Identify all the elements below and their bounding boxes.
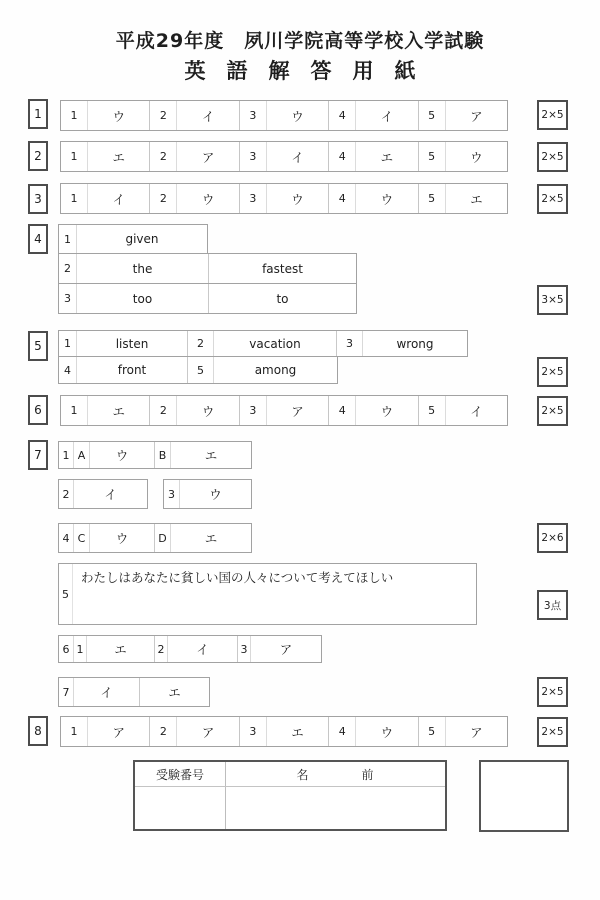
page-subtitle: 英 語 解 答 用 紙: [184, 59, 416, 83]
answer-value: fastest: [262, 261, 303, 276]
answer-number: 2: [150, 396, 177, 425]
question-2-answer-row: [60, 141, 508, 172]
answer-cell: [61, 142, 150, 171]
answer-cell: [61, 184, 150, 213]
question-3-score-box: 2×5: [537, 184, 568, 214]
answer-number: 1: [59, 442, 74, 468]
answer-value: ア: [470, 724, 483, 740]
answer-cell: [329, 142, 418, 171]
answer-number: 2: [59, 254, 77, 283]
question-6-score-box: 2×5: [537, 396, 568, 426]
question-1-score-box: 2×5: [537, 100, 568, 130]
question-5-score-box: 2×5: [537, 357, 568, 387]
answer-number: 5: [419, 142, 446, 171]
answer-number: 3: [240, 101, 267, 130]
answer-number: 5: [419, 717, 446, 746]
answer-number: 3: [59, 284, 77, 313]
answer-number: 2: [150, 101, 177, 130]
answer-value: ア: [201, 149, 215, 165]
answer-cell: [150, 717, 239, 746]
exam-number-label: 受験番号: [155, 767, 204, 782]
answer-number: 2: [150, 717, 177, 746]
answer-number: 4: [59, 524, 74, 552]
answer-number: 1: [61, 717, 88, 746]
question-7-row-3: [163, 479, 252, 509]
question-6-number-box: 6: [28, 395, 48, 425]
answer-cell: [419, 717, 507, 746]
answer-number: 1: [74, 636, 87, 662]
answer-value: ウ: [470, 149, 483, 165]
answer-cell: [240, 396, 329, 425]
total-score-box: [479, 760, 569, 832]
answer-value: ウ: [201, 403, 215, 419]
name-label-right: 前: [361, 767, 374, 782]
answer-value: エ: [112, 149, 125, 165]
answer-value: イ: [74, 678, 140, 706]
answer-cell: [240, 184, 329, 213]
answer-number: 2: [59, 480, 74, 508]
answer-number: 5: [419, 396, 446, 425]
answer-value: エ: [204, 531, 218, 546]
answer-cell: [419, 396, 507, 425]
answer-value: too: [77, 284, 209, 313]
answer-number: 2: [155, 636, 168, 662]
answer-number: 1: [59, 331, 77, 356]
answer-number: 1: [59, 225, 77, 253]
question-2-number-box: 2: [28, 141, 48, 171]
answer-cell: [329, 184, 418, 213]
answer-cell: [419, 142, 507, 171]
answer-cell: [150, 184, 239, 213]
answer-cell: [61, 717, 150, 746]
question-7-number-box: 7: [28, 440, 48, 470]
answer-value: イ: [201, 108, 215, 124]
answer-sentence: わたしはあなたに貧しい国の人々について考えてほしい: [81, 570, 394, 585]
answer-value: エ: [380, 149, 394, 165]
answer-number: 3: [240, 717, 267, 746]
answer-value: イ: [112, 191, 125, 207]
answer-letter: B: [155, 442, 171, 468]
answer-value: イ: [380, 108, 394, 124]
question-1-answer-row: [60, 100, 508, 131]
answer-number: 4: [329, 717, 356, 746]
answer-number: 5: [419, 184, 446, 213]
page-title: 平成29年度 夙川学院高等学校入学試験: [115, 30, 485, 52]
question-8-number-box: 8: [28, 716, 48, 746]
question-8-answer-row: [60, 716, 508, 747]
answer-value: ア: [470, 108, 483, 124]
answer-number: 3: [337, 331, 363, 356]
answer-value: front: [77, 357, 188, 383]
answer-number: 1: [61, 184, 88, 213]
answer-value: ア: [291, 403, 304, 419]
question-8-score-box: 2×5: [537, 717, 568, 747]
answer-number: 3: [164, 480, 180, 508]
answer-value: to: [276, 291, 289, 306]
answer-cell: [150, 396, 239, 425]
question-5-number-box: 5: [28, 331, 48, 361]
answer-cell: [240, 717, 329, 746]
answer-cell: [61, 396, 150, 425]
answer-value: ウ: [112, 108, 125, 124]
answer-value: ウ: [291, 108, 304, 124]
answer-cell: [240, 142, 329, 171]
answer-number: 2: [150, 142, 177, 171]
question-4-row-3: [58, 283, 357, 314]
name-label-left: 名: [296, 767, 309, 782]
question-7-row-4: [58, 523, 252, 553]
answer-number: 3: [240, 142, 267, 171]
answer-number: 2: [188, 331, 214, 356]
answer-value: イ: [104, 487, 117, 502]
question-4-score-box: 3×5: [537, 285, 568, 315]
answer-value: ウ: [291, 191, 304, 207]
answer-value: ウ: [380, 724, 394, 740]
question-7c-score-box: 2×5: [537, 677, 568, 707]
question-4-row-1: [58, 224, 208, 254]
answer-number: 4: [329, 184, 356, 213]
question-5-row-1: [58, 330, 468, 357]
question-4-number-box: 4: [28, 224, 48, 254]
question-1-number-box: 1: [28, 99, 48, 129]
answer-value: ア: [279, 642, 293, 657]
examinee-info-table: [133, 760, 447, 831]
answer-value: エ: [470, 191, 483, 207]
answer-letter: A: [74, 442, 90, 468]
answer-value: エ: [87, 636, 155, 662]
question-3-number-box: 3: [28, 184, 48, 214]
answer-number: 6: [59, 636, 74, 662]
answer-value: ア: [112, 724, 125, 740]
answer-cell: [329, 101, 418, 130]
answer-number: 5: [188, 357, 214, 383]
table-header-row: [135, 762, 445, 787]
answer-value: ア: [201, 724, 215, 740]
answer-number: 3: [240, 184, 267, 213]
answer-value: イ: [168, 636, 238, 662]
answer-number: 4: [329, 101, 356, 130]
answer-value: wrong: [396, 336, 434, 351]
answer-value: イ: [470, 403, 483, 419]
answer-number: 3: [238, 636, 251, 662]
answer-number: 5: [59, 564, 73, 624]
question-7-row-1: [58, 441, 252, 469]
answer-number: 1: [61, 142, 88, 171]
answer-cell: [240, 101, 329, 130]
answer-value: ウ: [90, 442, 155, 468]
answer-number: 4: [329, 396, 356, 425]
answer-letter: D: [155, 524, 171, 552]
answer-value: エ: [291, 724, 304, 740]
answer-number: 7: [59, 678, 74, 706]
answer-value: the: [77, 254, 209, 283]
answer-number: 2: [150, 184, 177, 213]
answer-value: given: [125, 232, 159, 246]
answer-value: listen: [77, 331, 188, 356]
answer-number: 1: [61, 101, 88, 130]
answer-value: vacation: [214, 331, 337, 356]
question-5-row-2: [58, 356, 338, 384]
answer-cell: [419, 101, 507, 130]
name-label: [225, 762, 445, 786]
question-7-row-2: [58, 479, 148, 509]
answer-number: 3: [240, 396, 267, 425]
answer-value: ウ: [380, 403, 394, 419]
question-7-row-7: [58, 677, 210, 707]
answer-number: 4: [329, 142, 356, 171]
question-7-row-5: [58, 563, 477, 625]
answer-value: ウ: [380, 191, 394, 207]
question-7a-score-box: 2×6: [537, 523, 568, 553]
answer-value: among: [254, 363, 297, 377]
answer-cell: [150, 142, 239, 171]
answer-value: エ: [204, 448, 218, 463]
answer-value: ウ: [90, 524, 155, 552]
question-4-row-2: [58, 253, 357, 284]
answer-value: エ: [168, 685, 181, 700]
question-7b-score-box: 3点: [537, 590, 568, 620]
question-2-score-box: 2×5: [537, 142, 568, 172]
answer-cell: [329, 717, 418, 746]
answer-value: エ: [112, 403, 125, 419]
answer-value: ウ: [209, 487, 222, 502]
answer-cell: [61, 101, 150, 130]
answer-cell: [329, 396, 418, 425]
answer-number: 1: [61, 396, 88, 425]
question-3-answer-row: [60, 183, 508, 214]
answer-number: 4: [59, 357, 77, 383]
answer-value: イ: [291, 149, 304, 165]
question-7-row-6: [58, 635, 322, 663]
answer-cell: [419, 184, 507, 213]
answer-letter: C: [74, 524, 90, 552]
answer-value: ウ: [201, 191, 215, 207]
answer-cell: [150, 101, 239, 130]
question-6-answer-row: [60, 395, 508, 426]
answer-number: 5: [419, 101, 446, 130]
